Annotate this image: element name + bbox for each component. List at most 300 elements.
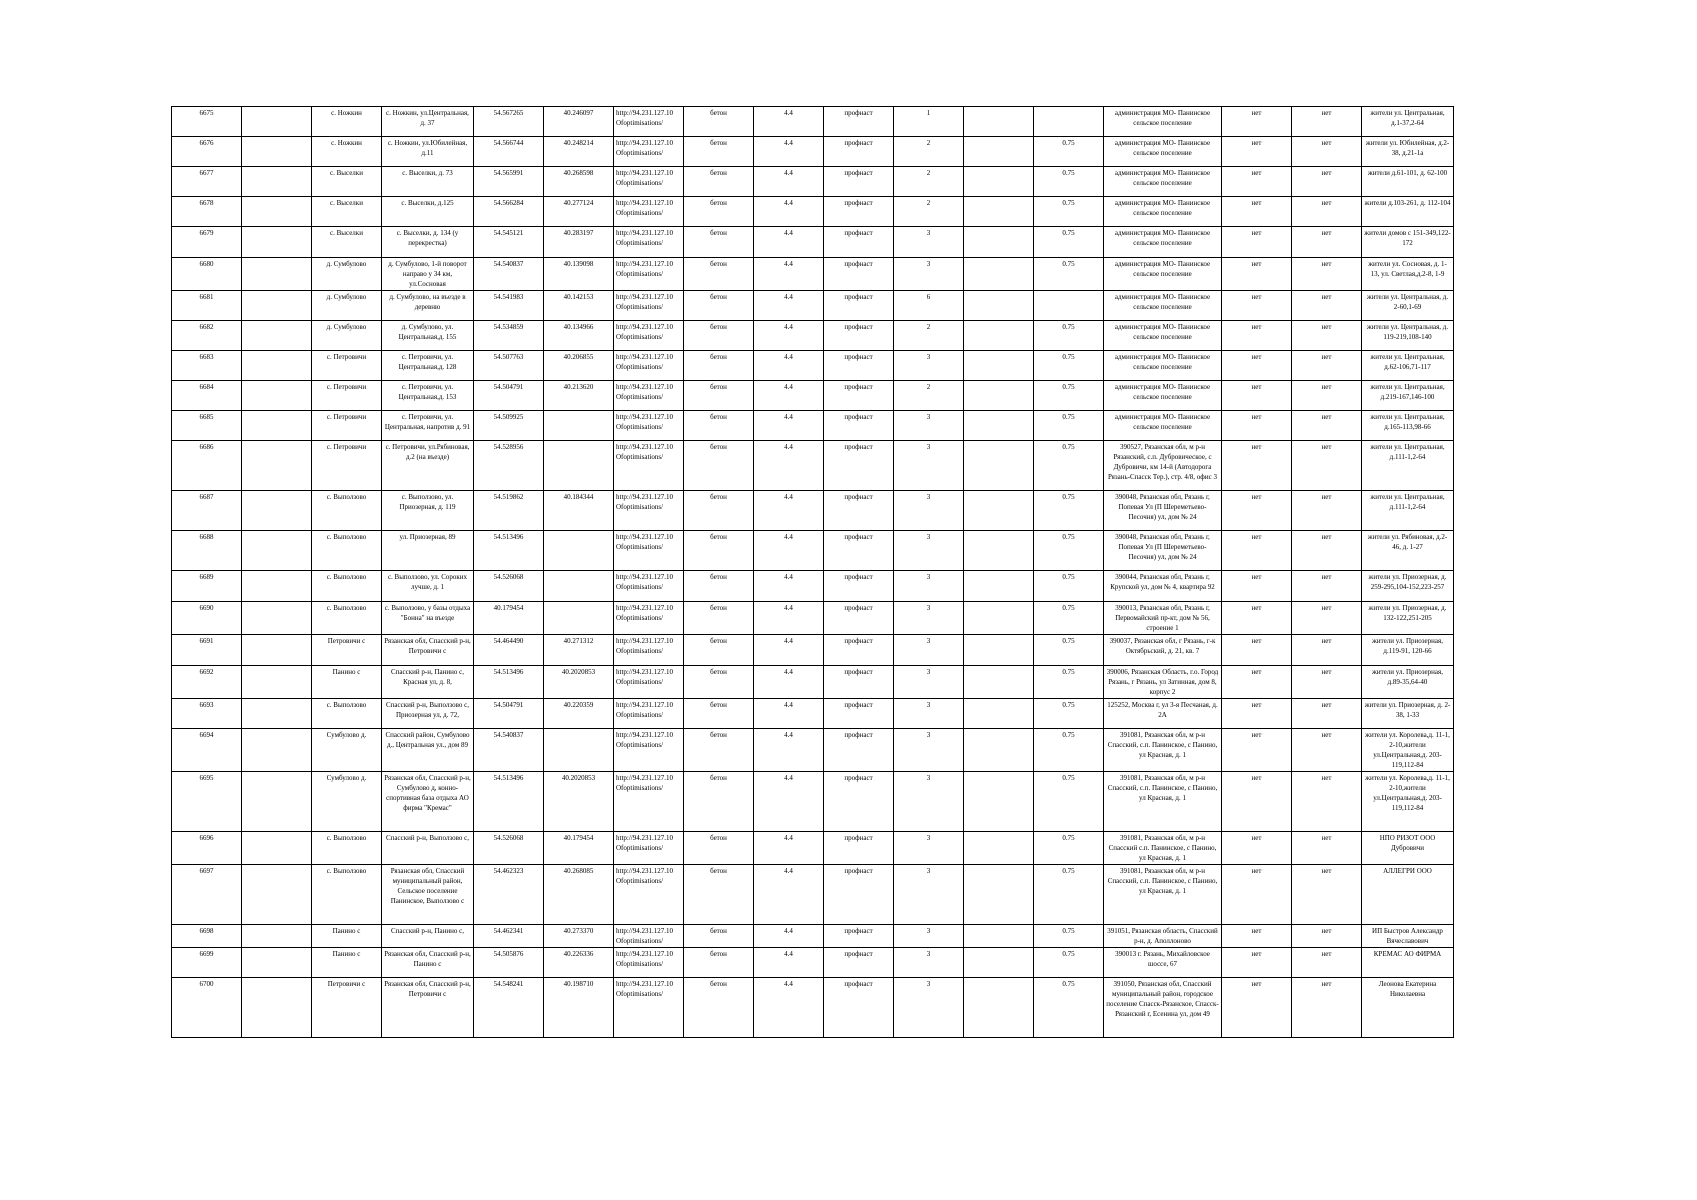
table-cell: 2 — [894, 167, 964, 197]
table-row — [172, 832, 1454, 865]
table-cell: нет — [1222, 381, 1292, 411]
table-cell: 4.4 — [754, 167, 824, 197]
table-cell: Сумбулово д. — [312, 772, 382, 832]
table-cell: с. Выползово, ул. Приозерная, д. 119 — [382, 491, 474, 531]
table-cell: с. Выселки — [312, 167, 382, 197]
table-cell: с. Ножкин, ул.Центральная, д. 37 — [382, 107, 474, 137]
table-cell: администрация МО- Панинское сельское поселение — [1104, 167, 1222, 197]
table-cell: бетон — [684, 978, 754, 1038]
table-cell — [242, 832, 312, 865]
table-cell — [964, 351, 1034, 381]
table-cell: 391081, Рязанская обл, м р-н Спасский, с.п. Панинское, с Панино, ул Красная, д. 1 — [1104, 772, 1222, 832]
table-cell: 4.4 — [754, 411, 824, 441]
table-cell: профнаст — [824, 291, 894, 321]
table-cell: 6700 — [172, 978, 242, 1038]
table-cell: 4.4 — [754, 699, 824, 729]
table-cell: нет — [1222, 978, 1292, 1038]
table-cell: 3 — [894, 729, 964, 772]
table-cell: бетон — [684, 167, 754, 197]
table-cell — [964, 978, 1034, 1038]
table-cell: бетон — [684, 258, 754, 291]
table-cell: 6693 — [172, 699, 242, 729]
table-cell — [964, 167, 1034, 197]
table-row — [172, 381, 1454, 411]
table-cell: с. Выползово — [312, 699, 382, 729]
table-cell: 2 — [894, 381, 964, 411]
table-cell: 0.75 — [1034, 978, 1104, 1038]
table-cell — [964, 411, 1034, 441]
table-cell: профнаст — [824, 107, 894, 137]
table-cell — [964, 291, 1034, 321]
table-cell: нет — [1292, 381, 1362, 411]
table-cell: http://94.231.127.10 Ofoptimisations/ — [614, 197, 684, 227]
table-cell: жители ул. Приозерная, д. 259-295,104-152,223-257 — [1362, 571, 1454, 602]
table-cell: 0.75 — [1034, 441, 1104, 491]
table-cell: Панино с — [312, 925, 382, 948]
table-cell: 4.4 — [754, 531, 824, 571]
table-cell: нет — [1222, 441, 1292, 491]
table-cell — [242, 167, 312, 197]
table-cell: 3 — [894, 441, 964, 491]
table-cell: профнаст — [824, 531, 894, 571]
table-cell: д. Сумбулово, ул. Центральная,д. 155 — [382, 321, 474, 351]
table-cell: 4.4 — [754, 832, 824, 865]
table-cell: 0.75 — [1034, 666, 1104, 699]
table-cell: 54.566284 — [474, 197, 544, 227]
table-cell — [242, 107, 312, 137]
table-cell: 125252, Москва г, ул 3-я Песчаная, д. 2А — [1104, 699, 1222, 729]
table-cell: жители ул. Центральная, д.62-106,71-117 — [1362, 351, 1454, 381]
table-cell: 0.75 — [1034, 772, 1104, 832]
table-cell: 40.142153 — [544, 291, 614, 321]
table-cell: 4.4 — [754, 227, 824, 258]
table-cell: нет — [1292, 635, 1362, 666]
table-cell: профнаст — [824, 699, 894, 729]
table-cell — [964, 925, 1034, 948]
table-cell: нет — [1222, 948, 1292, 978]
table-cell: администрация МО- Панинское сельское поселение — [1104, 197, 1222, 227]
table-cell: с. Выползово — [312, 531, 382, 571]
table-cell: жители домов с 151-349,122-172 — [1362, 227, 1454, 258]
table-cell — [964, 321, 1034, 351]
table-cell: 2 — [894, 137, 964, 167]
table-cell: профнаст — [824, 832, 894, 865]
table-cell: с. Ножкин — [312, 107, 382, 137]
table-cell: 54.513496 — [474, 531, 544, 571]
table-cell: бетон — [684, 227, 754, 258]
table-cell: http://94.231.127.10 Ofoptimisations/ — [614, 137, 684, 167]
table-cell: 0.75 — [1034, 351, 1104, 381]
table-cell: нет — [1292, 197, 1362, 227]
table-cell: профнаст — [824, 635, 894, 666]
table-cell: 40.277124 — [544, 197, 614, 227]
table-cell: 3 — [894, 666, 964, 699]
table-cell — [242, 291, 312, 321]
table-cell: 6694 — [172, 729, 242, 772]
table-cell: с. Ножкин — [312, 137, 382, 167]
table-cell: http://94.231.127.10 Ofoptimisations/ — [614, 227, 684, 258]
table-cell: нет — [1292, 666, 1362, 699]
table-cell: 4.4 — [754, 491, 824, 531]
table-cell — [242, 865, 312, 925]
table-cell: 40.248214 — [544, 137, 614, 167]
table-cell: 6690 — [172, 602, 242, 635]
table-cell: 40.273370 — [544, 925, 614, 948]
table-cell: 54.462341 — [474, 925, 544, 948]
table-cell: 390044, Рязанская обл, Рязань г, Крупской ул, дом № 4, квартира 92 — [1104, 571, 1222, 602]
table-cell: профнаст — [824, 381, 894, 411]
table-cell: 40.206855 — [544, 351, 614, 381]
table-row — [172, 167, 1454, 197]
table-cell: нет — [1222, 602, 1292, 635]
table-cell: жители ул. Центральная, д.111-1,2-64 — [1362, 441, 1454, 491]
table-cell: Петровичи с — [312, 635, 382, 666]
table-cell: нет — [1292, 729, 1362, 772]
table-cell: бетон — [684, 666, 754, 699]
table-cell: нет — [1292, 321, 1362, 351]
table-cell: Леонова Екатерина Николаевна — [1362, 978, 1454, 1038]
table-cell: нет — [1292, 865, 1362, 925]
table-cell: КРЕМАС АО ФИРМА — [1362, 948, 1454, 978]
table-row — [172, 925, 1454, 948]
table-cell — [242, 137, 312, 167]
table-cell — [242, 321, 312, 351]
table-cell: 1 — [894, 107, 964, 137]
register-table — [171, 106, 1454, 1038]
table-cell — [964, 635, 1034, 666]
table-cell: 4.4 — [754, 865, 824, 925]
table-row — [172, 411, 1454, 441]
table-cell: Спасский район, Сумбулово д., Центральная ул., дом 89 — [382, 729, 474, 772]
table-row — [172, 699, 1454, 729]
table-cell: нет — [1292, 227, 1362, 258]
table-cell: 4.4 — [754, 107, 824, 137]
table-cell: с. Петровичи — [312, 351, 382, 381]
table-cell: 6680 — [172, 258, 242, 291]
table-cell — [242, 411, 312, 441]
table-cell: 40.271312 — [544, 635, 614, 666]
table-cell: нет — [1292, 571, 1362, 602]
table-cell: 0.75 — [1034, 925, 1104, 948]
table-cell: нет — [1222, 197, 1292, 227]
table-cell: 6685 — [172, 411, 242, 441]
table-cell: 3 — [894, 351, 964, 381]
table-cell: 0.75 — [1034, 571, 1104, 602]
table-row — [172, 571, 1454, 602]
table-cell — [242, 531, 312, 571]
table-cell — [242, 381, 312, 411]
table-cell — [544, 602, 614, 635]
table-cell: Рязанская обл, Спасский муниципальный район, Сельское поселение Панинское, Выползово с — [382, 865, 474, 925]
table-row — [172, 107, 1454, 137]
table-cell: 4.4 — [754, 666, 824, 699]
table-cell — [242, 227, 312, 258]
table-cell: 40.283197 — [544, 227, 614, 258]
table-cell: нет — [1292, 602, 1362, 635]
table-cell: 3 — [894, 411, 964, 441]
table-cell: бетон — [684, 491, 754, 531]
table-cell: профнаст — [824, 925, 894, 948]
table-cell: с. Ножкин, ул.Юбилейная, д.11 — [382, 137, 474, 167]
table-cell: профнаст — [824, 227, 894, 258]
table-cell: 40.213620 — [544, 381, 614, 411]
table-cell — [964, 602, 1034, 635]
table-cell — [242, 729, 312, 772]
table-cell: бетон — [684, 699, 754, 729]
table-cell: 6684 — [172, 381, 242, 411]
table-cell — [964, 699, 1034, 729]
table-cell: 40.2020853 — [544, 666, 614, 699]
table-cell: администрация МО- Панинское сельское поселение — [1104, 351, 1222, 381]
table-cell: нет — [1292, 832, 1362, 865]
table-cell: 6697 — [172, 865, 242, 925]
table-cell: профнаст — [824, 666, 894, 699]
table-cell — [964, 571, 1034, 602]
table-cell: нет — [1292, 491, 1362, 531]
table-row — [172, 441, 1454, 491]
table-cell: 4.4 — [754, 351, 824, 381]
table-cell: 3 — [894, 948, 964, 978]
table-cell: 54.566744 — [474, 137, 544, 167]
table-cell: профнаст — [824, 729, 894, 772]
table-cell: нет — [1292, 137, 1362, 167]
table-cell: 54.507763 — [474, 351, 544, 381]
table-cell: 391050, Рязанская обл, Спасский муниципальный район, городское поселение Спасск-Рязанское, Спасск-Рязанский г, Есенина ул, дом 49 — [1104, 978, 1222, 1038]
table-row — [172, 491, 1454, 531]
table-cell: с. Выползово, ул. Сороких лучше, д. 1 — [382, 571, 474, 602]
table-cell: нет — [1222, 729, 1292, 772]
table-cell: 40.198710 — [544, 978, 614, 1038]
table-cell: 0.75 — [1034, 381, 1104, 411]
table-cell: НПО РИЗОТ ООО Дубровичи — [1362, 832, 1454, 865]
table-cell: администрация МО- Панинское сельское поселение — [1104, 381, 1222, 411]
table-cell: с. Петровичи — [312, 411, 382, 441]
table-row — [172, 666, 1454, 699]
table-cell: 54.528956 — [474, 441, 544, 491]
table-cell: 40.184344 — [544, 491, 614, 531]
table-cell: с. Выселки — [312, 197, 382, 227]
table-cell: Рязанская обл, Спасский р-н, Панино с — [382, 948, 474, 978]
table-cell: бетон — [684, 531, 754, 571]
table-cell: жители ул. Сосновая, д. 1-13, ул. Светлая,д.2-8, 1-9 — [1362, 258, 1454, 291]
table-cell: 54.513496 — [474, 772, 544, 832]
table-cell: 0.75 — [1034, 729, 1104, 772]
table-cell: 0.75 — [1034, 137, 1104, 167]
table-cell: 3 — [894, 491, 964, 531]
table-cell: http://94.231.127.10 Ofoptimisations/ — [614, 531, 684, 571]
table-cell: http://94.231.127.10 Ofoptimisations/ — [614, 351, 684, 381]
table-cell: 391051, Рязанская область, Спасский р-н, д. Аполлоново — [1104, 925, 1222, 948]
table-cell: нет — [1292, 948, 1362, 978]
table-cell: жители ул. Приозерная, д.89-35,64-40 — [1362, 666, 1454, 699]
table-cell: нет — [1292, 291, 1362, 321]
table-cell: жители ул. Центральная, д.219-167,146-100 — [1362, 381, 1454, 411]
table-cell: Спасский р-н, Панино с, — [382, 925, 474, 948]
table-cell: нет — [1222, 865, 1292, 925]
table-cell: Спасский р-н, Выползово с, Приозерная ул, д. 72, — [382, 699, 474, 729]
table-cell: бетон — [684, 865, 754, 925]
table-row — [172, 729, 1454, 772]
table-cell: 3 — [894, 925, 964, 948]
table-cell: с. Выползово — [312, 571, 382, 602]
table-cell: нет — [1292, 351, 1362, 381]
table-cell: 4.4 — [754, 978, 824, 1038]
table-cell: 6 — [894, 291, 964, 321]
table-cell: жители ул. Рябиновая, д.2-46, д. 1-27 — [1362, 531, 1454, 571]
table-cell — [242, 925, 312, 948]
table-cell: 54.504791 — [474, 381, 544, 411]
table-cell: профнаст — [824, 167, 894, 197]
table-cell: жители ул. Юбилейная, д.2-38, д.21-1а — [1362, 137, 1454, 167]
table-cell: нет — [1292, 925, 1362, 948]
table-cell: 3 — [894, 635, 964, 666]
table-cell: Панино с — [312, 948, 382, 978]
table-cell: 4.4 — [754, 729, 824, 772]
table-cell: профнаст — [824, 978, 894, 1038]
table-cell — [242, 197, 312, 227]
table-cell: жители ул. Королева,д. 11-1, 2-10,жители ул.Центральная,д. 203-119,112-84 — [1362, 729, 1454, 772]
table-cell: д. Сумбулово, на въезде в деревню — [382, 291, 474, 321]
table-cell: 40.268598 — [544, 167, 614, 197]
table-cell: http://94.231.127.10 Ofoptimisations/ — [614, 107, 684, 137]
table-cell: нет — [1222, 666, 1292, 699]
table-cell: http://94.231.127.10 Ofoptimisations/ — [614, 291, 684, 321]
table-cell: АЛЛЕГРИ ООО — [1362, 865, 1454, 925]
table-cell: 6677 — [172, 167, 242, 197]
table-cell: 4.4 — [754, 381, 824, 411]
table-cell: 54.567265 — [474, 107, 544, 137]
table-cell — [1034, 291, 1104, 321]
table-cell: профнаст — [824, 441, 894, 491]
table-cell: 6688 — [172, 531, 242, 571]
table-cell: 0.75 — [1034, 635, 1104, 666]
table-row — [172, 602, 1454, 635]
table-cell: http://94.231.127.10 Ofoptimisations/ — [614, 602, 684, 635]
table-cell: нет — [1222, 167, 1292, 197]
table-cell: 6686 — [172, 441, 242, 491]
table-cell: с. Выселки, д. 134 (у перекрестка) — [382, 227, 474, 258]
table-cell: 390048, Рязанская обл, Рязань г, Попевая Ул (П Шереметьево-Песочня) ул, дом № 24 — [1104, 531, 1222, 571]
table-cell: 4.4 — [754, 772, 824, 832]
table-cell: жители ул. Центральная, д.165-113,98-66 — [1362, 411, 1454, 441]
table-cell: 54.540837 — [474, 258, 544, 291]
table-cell: жители ул. Центральная, д.1-37,2-64 — [1362, 107, 1454, 137]
table-cell: нет — [1222, 137, 1292, 167]
table-cell: нет — [1222, 772, 1292, 832]
table-cell: 0.75 — [1034, 258, 1104, 291]
table-cell: администрация МО- Панинское сельское поселение — [1104, 107, 1222, 137]
table-cell — [544, 729, 614, 772]
table-cell: 390013 г. Рязань, Михайловское шоссе, 67 — [1104, 948, 1222, 978]
table-row — [172, 635, 1454, 666]
table-cell: бетон — [684, 351, 754, 381]
table-cell — [242, 351, 312, 381]
table-cell: д. Сумбулово — [312, 291, 382, 321]
table-cell: жители д.103-261, д. 112-104 — [1362, 197, 1454, 227]
table-cell: с. Петровичи, ул. Центральная,д. 153 — [382, 381, 474, 411]
table-cell: профнаст — [824, 258, 894, 291]
table-cell: бетон — [684, 948, 754, 978]
table-cell: профнаст — [824, 197, 894, 227]
table-cell: 6681 — [172, 291, 242, 321]
table-cell: бетон — [684, 137, 754, 167]
table-cell: жители ул. Приозерная, д. 132-122,251-205 — [1362, 602, 1454, 635]
table-cell: с. Петровичи, ул. Центральная, напротив д. 91 — [382, 411, 474, 441]
table-cell: http://94.231.127.10 Ofoptimisations/ — [614, 167, 684, 197]
table-cell: 4.4 — [754, 635, 824, 666]
table-row — [172, 258, 1454, 291]
table-cell: 4.4 — [754, 197, 824, 227]
table-cell: 4.4 — [754, 291, 824, 321]
table-cell: 40.220359 — [544, 699, 614, 729]
table-cell: бетон — [684, 772, 754, 832]
table-cell: бетон — [684, 411, 754, 441]
table-cell: с. Петровичи — [312, 381, 382, 411]
table-cell: 2 — [894, 321, 964, 351]
table-cell: 4.4 — [754, 925, 824, 948]
table-cell: 4.4 — [754, 441, 824, 491]
table-cell: профнаст — [824, 772, 894, 832]
table-cell — [964, 107, 1034, 137]
table-cell: администрация МО- Панинское сельское поселение — [1104, 321, 1222, 351]
table-cell: 390048, Рязанская обл, Рязань г, Попевая Ул (П Шереметьево-Песочня) ул, дом № 24 — [1104, 491, 1222, 531]
table-cell — [964, 227, 1034, 258]
table-cell: 6687 — [172, 491, 242, 531]
table-cell — [964, 832, 1034, 865]
table-cell: ИП Быстров Александр Вячеславович — [1362, 925, 1454, 948]
table-cell: 54.462323 — [474, 865, 544, 925]
table-cell: нет — [1222, 832, 1292, 865]
table-cell: 54.548241 — [474, 978, 544, 1038]
table-cell: 0.75 — [1034, 531, 1104, 571]
table-row — [172, 137, 1454, 167]
table-cell: 3 — [894, 602, 964, 635]
table-cell: бетон — [684, 571, 754, 602]
table-cell — [964, 948, 1034, 978]
table-cell: 54.526068 — [474, 832, 544, 865]
table-row — [172, 227, 1454, 258]
table-cell: нет — [1292, 258, 1362, 291]
table-cell: 6699 — [172, 948, 242, 978]
table-cell — [242, 978, 312, 1038]
table-cell: нет — [1292, 978, 1362, 1038]
table-cell: нет — [1292, 699, 1362, 729]
table-cell: 0.75 — [1034, 411, 1104, 441]
table-cell: с. Выползово — [312, 832, 382, 865]
table-cell: 40.268085 — [544, 865, 614, 925]
table-cell: 6698 — [172, 925, 242, 948]
table-cell: нет — [1222, 107, 1292, 137]
table-cell — [242, 491, 312, 531]
table-cell: с. Выселки, д.125 — [382, 197, 474, 227]
table-cell: нет — [1222, 925, 1292, 948]
table-cell: 54.519862 — [474, 491, 544, 531]
table-cell: Спасский р-н, Панино с, Красная ул, д. 8, — [382, 666, 474, 699]
table-cell: 54.464490 — [474, 635, 544, 666]
table-cell: бетон — [684, 832, 754, 865]
table-cell: 40.179454 — [544, 832, 614, 865]
table-cell — [964, 729, 1034, 772]
table-row — [172, 948, 1454, 978]
table-cell: 40.134966 — [544, 321, 614, 351]
table-cell: с. Выселки — [312, 227, 382, 258]
table-cell: 40.246097 — [544, 107, 614, 137]
table-cell: 54.534859 — [474, 321, 544, 351]
table-cell: бетон — [684, 107, 754, 137]
table-cell: 4.4 — [754, 948, 824, 978]
table-cell — [242, 666, 312, 699]
table-cell: 390006, Рязанская Область, г.о. Город Рязань, г Рязань, ул Затинная, дом 8, корпус 2 — [1104, 666, 1222, 699]
